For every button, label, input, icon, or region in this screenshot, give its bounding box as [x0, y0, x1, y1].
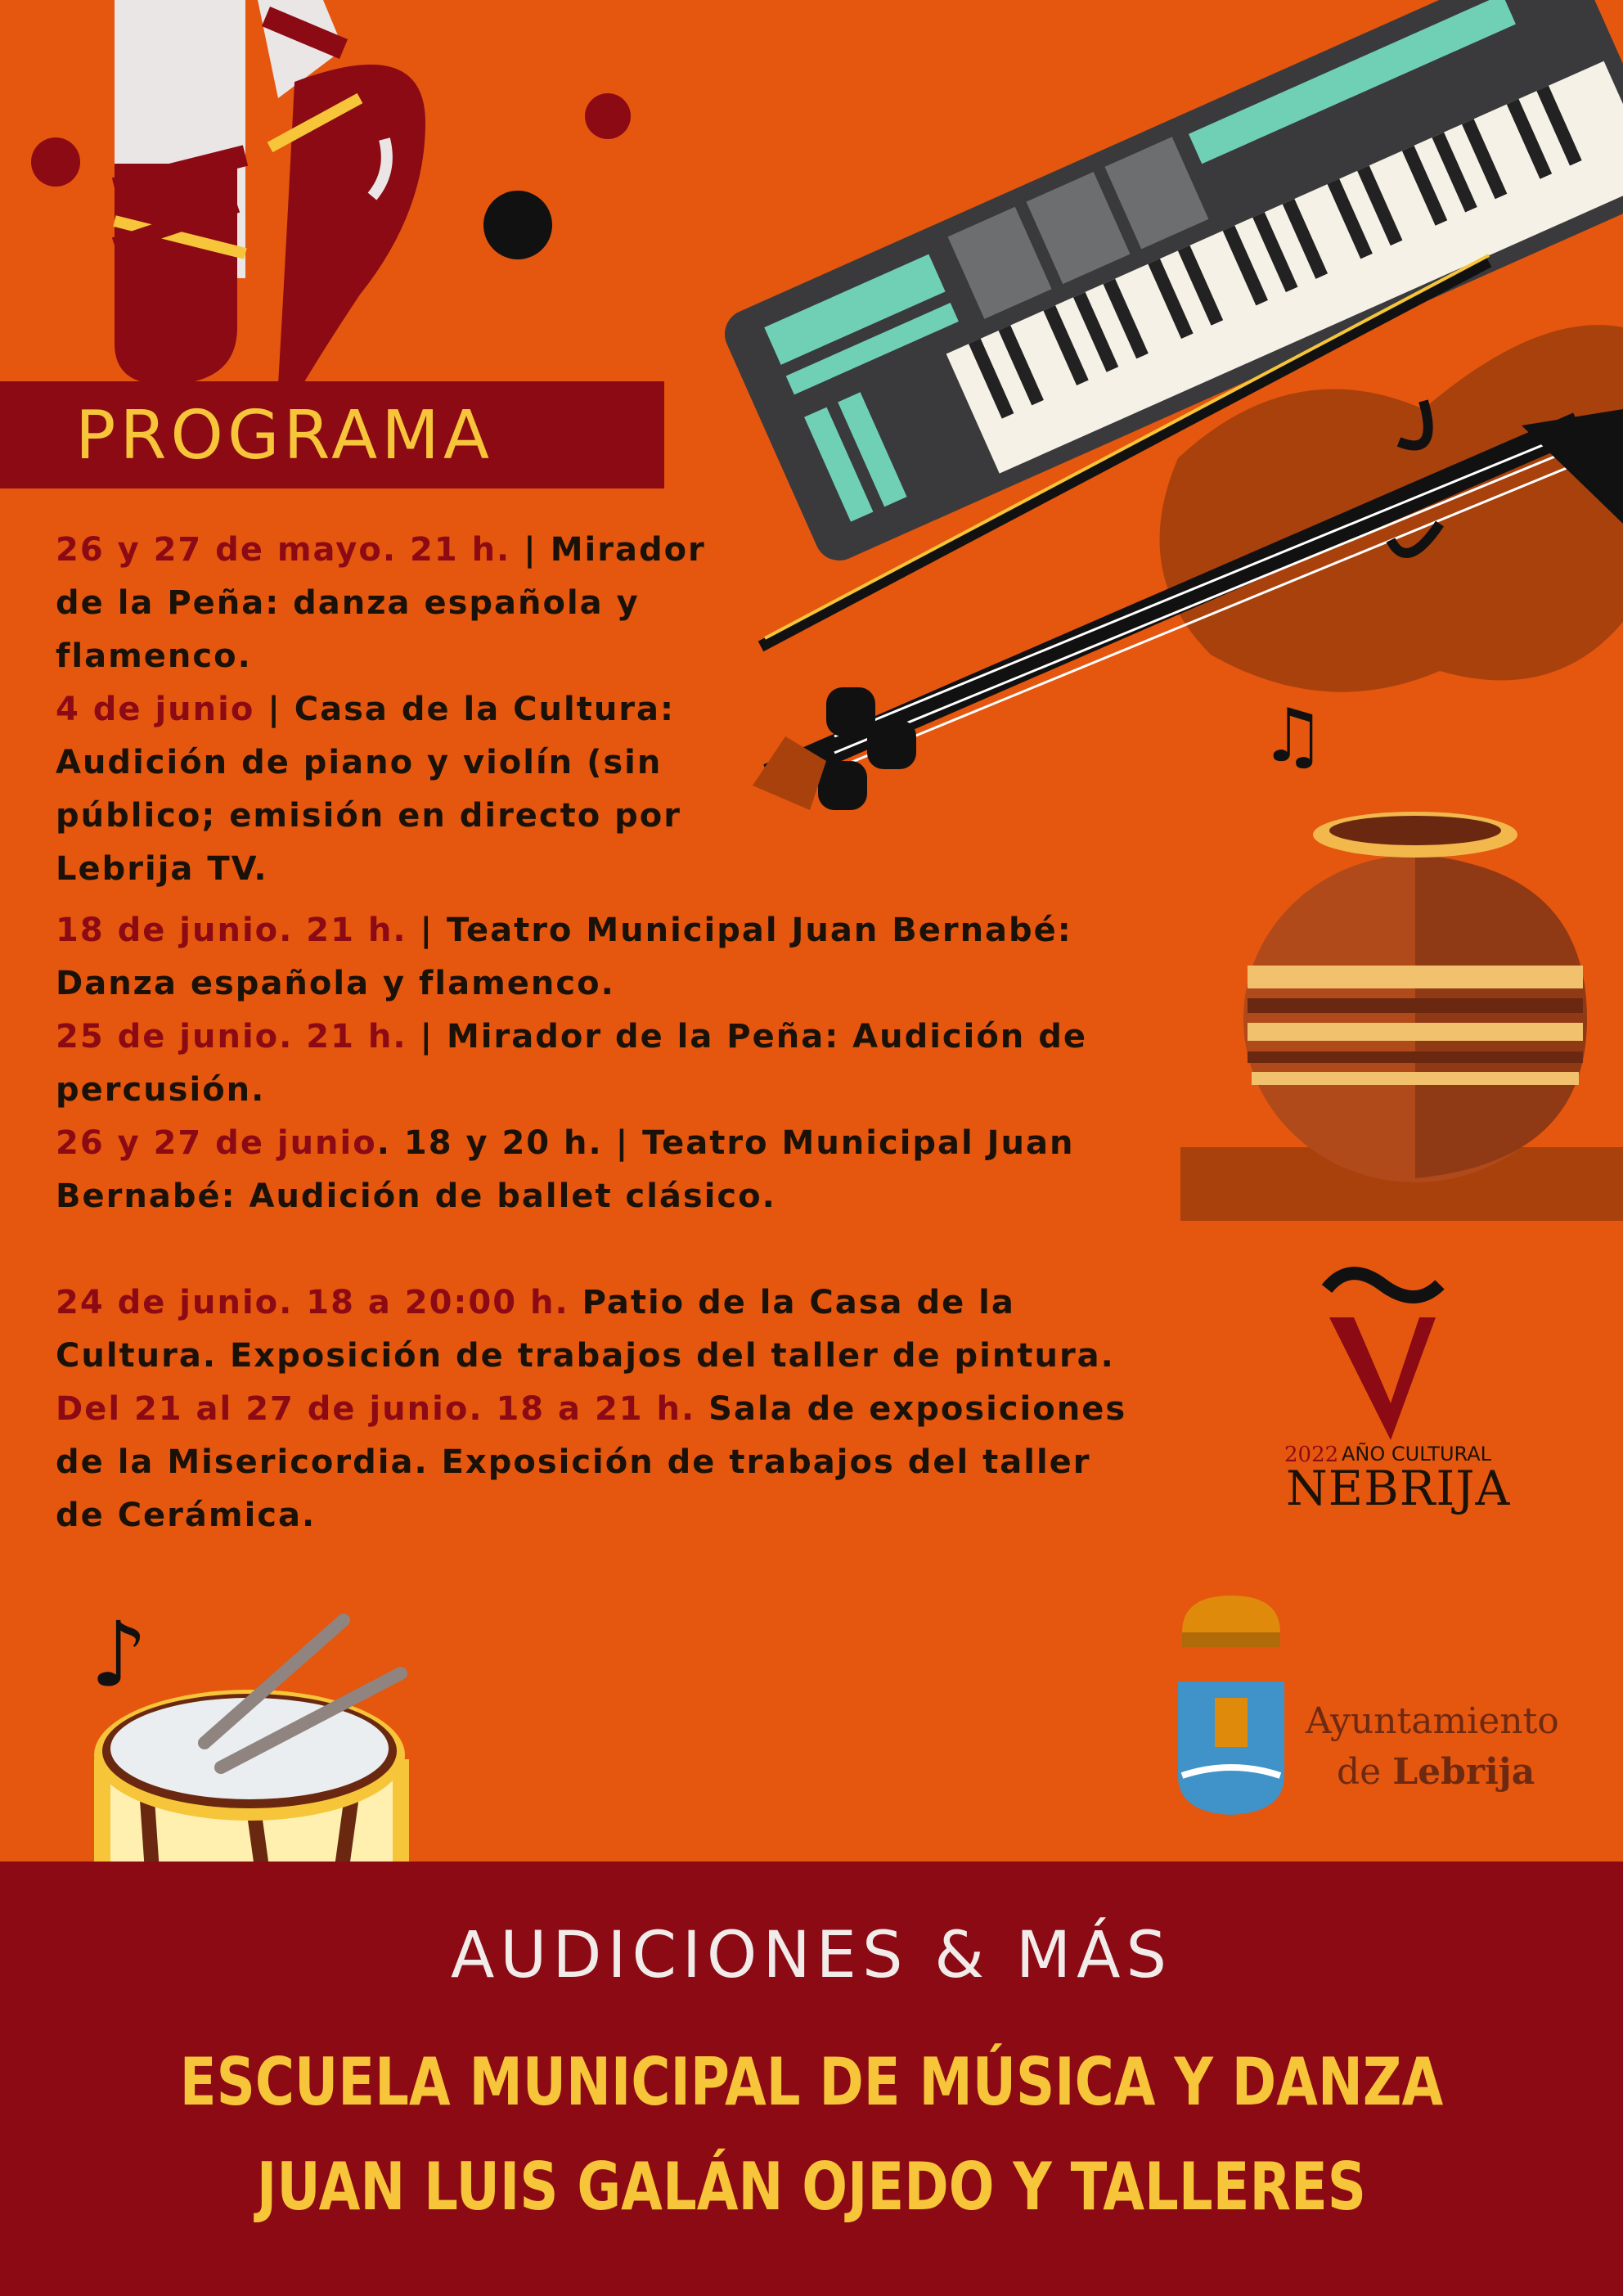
entry-text: de la Misericordia. Exposición de trabajos del taller — [56, 1443, 1091, 1481]
entry-text: Lebrija TV. — [56, 850, 268, 888]
nebrija-logo-year: 2022 — [1284, 1443, 1339, 1467]
ayuntamiento-logo-line2 — [1337, 1751, 1535, 1793]
entry-text: flamenco. — [56, 637, 252, 675]
entry-text: de Cerámica. — [56, 1497, 317, 1534]
schedule-entry — [56, 683, 681, 896]
ayuntamiento-prefix: de — [1337, 1751, 1393, 1793]
entry-text: | Mirador de la Peña: Audición de — [407, 1018, 1087, 1056]
entry-date: 18 de junio. 21 h. — [56, 912, 407, 949]
ayuntamiento-name: Lebrija — [1392, 1751, 1535, 1793]
entry-text: Cultura. Exposición de trabajos del taller de pintura. — [56, 1337, 1115, 1375]
schedule-entry — [56, 1011, 1087, 1117]
entry-date: 25 de junio. 21 h. — [56, 1018, 407, 1056]
entry-text: Sala de exposiciones — [695, 1390, 1127, 1428]
entry-text: | Teatro Municipal Juan Bernabé: — [407, 912, 1072, 949]
entry-date: Del 21 al 27 de junio. 18 a 21 h. — [56, 1390, 696, 1428]
entry-date: 26 y 27 de mayo. 21 h. — [56, 531, 511, 569]
schedule-entry — [56, 524, 706, 683]
svg-text:♫: ♫ — [1260, 693, 1326, 779]
nebrija-logo-name: NEBRIJA — [1286, 1461, 1511, 1516]
footer-subtitle: AUDICIONES & MÁS — [450, 1919, 1173, 1992]
nebrija-v-mark-icon — [1327, 1273, 1440, 1440]
footer-school-line1: ESCUELA MUNICIPAL DE MÚSICA Y DANZA — [179, 2044, 1444, 2120]
entry-text: | Casa de la Cultura: — [254, 691, 676, 728]
programa-title: PROGRAMA — [75, 397, 494, 475]
entry-date: 26 y 27 de junio — [56, 1124, 377, 1162]
entry-date: 24 de junio. 18 a 20:00 h. — [56, 1284, 569, 1321]
ballet-shoes-icon — [31, 0, 631, 385]
schedule-entry — [56, 904, 1072, 1011]
clay-pot-icon — [1180, 693, 1623, 1221]
svg-text:♪: ♪ — [90, 1602, 148, 1707]
nebrija-logo-subtitle: AÑO CULTURAL — [1342, 1443, 1491, 1465]
entry-date: 4 de junio — [56, 691, 255, 728]
entry-text: Danza española y flamenco. — [56, 965, 615, 1002]
footer-school-line2: JUAN LUIS GALÁN OJEDO Y TALLERES — [256, 2149, 1367, 2225]
entry-text: público; emisión en directo por — [56, 797, 682, 835]
entry-text: Audición de piano y violín (sin — [56, 744, 663, 781]
entry-text: | Mirador — [510, 531, 706, 569]
entry-text: de la Peña: danza española y — [56, 584, 640, 622]
entry-text: percusión. — [56, 1071, 266, 1109]
schedule-entry — [56, 1276, 1115, 1383]
coat-of-arms-icon — [1178, 1596, 1284, 1815]
entry-text: . 18 y 20 h. | Teatro Municipal Juan — [376, 1124, 1075, 1162]
schedule-entry — [56, 1383, 1126, 1542]
entry-text: Bernabé: Audición de ballet clásico. — [56, 1177, 776, 1215]
ayuntamiento-logo-line1: Ayuntamiento — [1306, 1700, 1559, 1742]
schedule-entry — [56, 1117, 1075, 1223]
entry-text: Patio de la Casa de la — [569, 1284, 1015, 1321]
